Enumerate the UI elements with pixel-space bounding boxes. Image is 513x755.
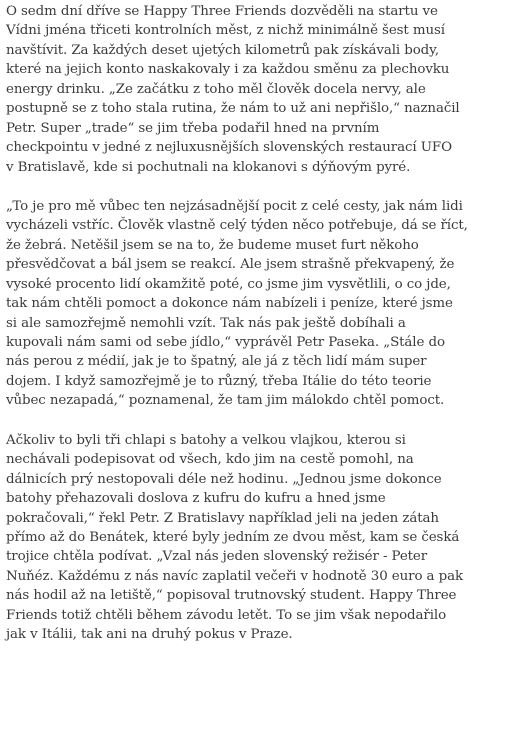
text-line: checkpointu v jedné z nejluxusnějších slovenských restaurací UFO xyxy=(6,140,452,156)
text-line: trojice chtěla podívat. „Vzal nás jeden slovenský režisér - Peter xyxy=(6,549,428,565)
paragraph-2 xyxy=(6,197,506,411)
text-line: pokračovali,“ řekl Petr. Z Bratislavy například jeli na jeden zátah xyxy=(6,510,439,526)
text-line: nechávali podepisovat od všech, kdo jim na cestě pomohl, na xyxy=(6,452,414,468)
text-line: Friends totiž chtěli během závodu letět. To se jim však nepodařilo xyxy=(6,607,447,623)
text-line: vycházeli vstříc. Člověk vlastně celý týden něco potřebuje, dá se říct, xyxy=(6,218,468,234)
text-line: tak nám chtěli pomoct a dokonce nám nabízeli i peníze, které jsme xyxy=(6,296,453,312)
paragraph-3 xyxy=(6,431,506,645)
text-line: si ale samozřejmě nemohli vzít. Tak nás pak ještě dobíhali a xyxy=(6,315,406,331)
text-line: nás perou z médií, jak je to špatný, ale já z těch lidí mám super xyxy=(6,354,427,370)
text-line: v Bratislavě, kde si pochutnali na klokanovi s dýňovým pyré. xyxy=(6,159,411,175)
text-line: kupovali nám sami od sebe jídlo,“ vyprávěl Petr Paseka. „Stále do xyxy=(6,335,445,350)
text-line: Nuňéz. Každému z nás navíc zaplatil večeři v hodnotě 30 euro a pak xyxy=(6,568,463,584)
article-body xyxy=(6,2,506,645)
text-line: postupně se z toho stala rutina, že nám to už ani nepřišlo,“ naznačil xyxy=(6,101,460,117)
text-line: dálnicích prý nestopovali déle než hodinu. „Jednou jsme dokonce xyxy=(6,471,442,487)
text-line: vysoké procento lidí okamžitě poté, co jsme jim vysvětlili, o co jde, xyxy=(6,276,451,292)
text-line: Vídni jména třiceti kontrolních měst, z nichž minimálně šest musí xyxy=(6,23,445,39)
text-line: že žebrá. Netěšil jsem se na to, že budeme muset furt někoho xyxy=(6,237,419,253)
text-line: energy drinku. „Ze začátku z toho měl člověk docela nervy, ale xyxy=(6,81,426,97)
text-line: batohy přehazovali doslova z kufru do kufru a hned jsme xyxy=(6,491,386,507)
text-line: „To je pro mě vůbec ten nejzásadnější pocit z celé cesty, jak nám lidi xyxy=(6,198,463,214)
text-line: Petr. Super „trade“ se jim třeba podařil hned na prvním xyxy=(6,120,380,136)
text-line: navštívit. Za každých deset ujetých kilometrů pak získávali body, xyxy=(6,42,439,58)
text-line: přesvědčovat a bál jsem se reakcí. Ale jsem strašně překvapený, že xyxy=(6,257,455,273)
text-line: které na jejich konto naskakovaly i za každou směnu za plechovku xyxy=(6,62,450,78)
text-line: vůbec nezapadá,“ poznamenal, že tam jim málokdo chtěl pomoct. xyxy=(6,393,445,409)
text-line: jak v Itálii, tak ani na druhý pokus v Praze. xyxy=(6,627,293,643)
text-line: O sedm dní dříve se Happy Three Friends dozvěděli na startu ve xyxy=(6,4,438,19)
text-line: Ačkoliv to byli tři chlapi s batohy a velkou vlajkou, kterou si xyxy=(6,432,406,448)
paragraph-1 xyxy=(6,2,506,177)
text-line: dojem. I když samozřejmě je to různý, třeba Itálie do této teorie xyxy=(6,373,432,389)
text-line: nás hodil až na letiště,“ popisoval trutnovský student. Happy Three xyxy=(6,588,457,604)
text-line: přímo až do Benátek, které byly jedním ze dvou měst, kam se česká xyxy=(6,529,460,545)
